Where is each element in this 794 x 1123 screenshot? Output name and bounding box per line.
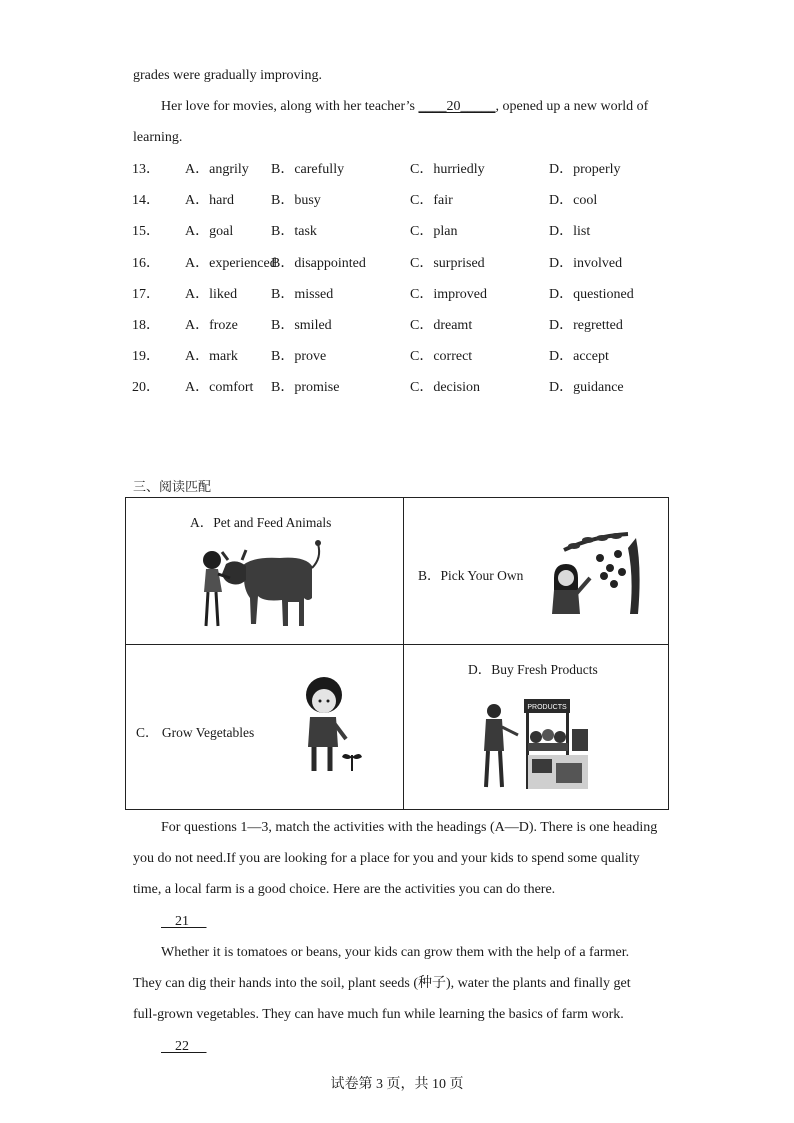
- option-c: C．correct: [410, 349, 473, 364]
- option-a: A．comfort: [185, 380, 254, 395]
- question-number: 14．: [132, 193, 160, 208]
- option-d: D．involved: [549, 256, 623, 271]
- heading-b: B．Pick Your Own: [418, 568, 524, 583]
- option-b: B．task: [271, 224, 317, 239]
- option-a: A．goal: [185, 224, 234, 239]
- headings-table: [125, 497, 669, 810]
- option-c: C．decision: [410, 380, 480, 395]
- passage-text: , opened up a new world of: [495, 99, 649, 114]
- question-number: 13．: [132, 162, 160, 177]
- paragraph-line: Whether it is tomatoes or beans, your kids can grow them with the help of a farmer.: [161, 945, 630, 960]
- blank-20: ____20_____: [418, 99, 496, 114]
- heading-cell-a: [126, 498, 403, 644]
- passage-line-blank-20: [161, 98, 648, 116]
- question-number: 17．: [132, 287, 160, 302]
- heading-cell-d: [404, 645, 670, 809]
- heading-a: A．Pet and Feed Animals: [190, 515, 332, 530]
- option-a: A．liked: [185, 287, 238, 302]
- boy-planting-illustration: [296, 675, 366, 775]
- option-d: D．list: [549, 224, 591, 239]
- passage-text: Her love for movies, along with her teacher’s: [161, 99, 419, 114]
- option-b: B．carefully: [271, 162, 345, 177]
- heading-cell-c: [126, 645, 403, 809]
- picking-fruit-illustration: [544, 528, 644, 618]
- farm-stall-illustration: [472, 693, 596, 791]
- blank-22: 22: [161, 1039, 207, 1054]
- section-title: 三、阅读匹配: [133, 480, 212, 495]
- option-b: B．missed: [271, 287, 334, 302]
- option-b: B．smiled: [271, 318, 332, 333]
- paragraph-line: They can dig their hands into the soil, plant seeds (种子), water the plants and finally get: [133, 976, 631, 991]
- option-d: D．guidance: [549, 380, 624, 395]
- option-b: B．busy: [271, 193, 321, 208]
- question-number: 18．: [132, 318, 160, 333]
- option-b: B．prove: [271, 349, 327, 364]
- heading-cell-b: [404, 498, 670, 644]
- option-b: B．disappointed: [271, 256, 366, 271]
- question-number: 15．: [132, 224, 160, 239]
- option-a: A．angrily: [185, 162, 249, 177]
- option-d: D．accept: [549, 349, 609, 364]
- stall-sign-text: PRODUCTS: [527, 704, 567, 711]
- option-c: C．hurriedly: [410, 162, 485, 177]
- option-b: B．promise: [271, 380, 340, 395]
- page-footer: 试卷第 3 页，共 10 页: [330, 1077, 464, 1092]
- option-d: D．properly: [549, 162, 621, 177]
- blank-21: 21: [161, 914, 207, 929]
- girl-feeding-cow-illustration: [200, 538, 330, 630]
- question-number: 19．: [132, 349, 160, 364]
- instructions-line: you do not need.If you are looking for a place for you and your kids to spend some quality: [133, 851, 640, 866]
- heading-d: D．Buy Fresh Products: [468, 662, 598, 677]
- instructions-line: For questions 1—3, match the activities with the headings (A—D). There is one heading: [161, 820, 658, 835]
- option-c: C．surprised: [410, 256, 485, 271]
- question-number: 20．: [132, 380, 160, 395]
- passage-line: grades were gradually improving.: [133, 68, 322, 83]
- option-d: D．cool: [549, 193, 598, 208]
- option-c: C．plan: [410, 224, 458, 239]
- option-a: A．froze: [185, 318, 238, 333]
- option-d: D．questioned: [549, 287, 634, 302]
- option-d: D．regretted: [549, 318, 623, 333]
- option-c: C．dreamt: [410, 318, 473, 333]
- option-c: C．fair: [410, 193, 453, 208]
- instructions-line: time, a local farm is a good choice. Here are the activities you can do there.: [133, 882, 556, 897]
- option-c: C．improved: [410, 287, 487, 302]
- option-a: A．mark: [185, 349, 238, 364]
- option-a: A．experienced: [185, 256, 277, 271]
- question-number: 16．: [132, 256, 160, 271]
- heading-c: C． Grow Vegetables: [136, 725, 255, 740]
- paragraph-line: full-grown vegetables. They can have much fun while learning the basics of farm work.: [133, 1007, 624, 1022]
- passage-line: learning.: [133, 130, 183, 145]
- option-a: A．hard: [185, 193, 234, 208]
